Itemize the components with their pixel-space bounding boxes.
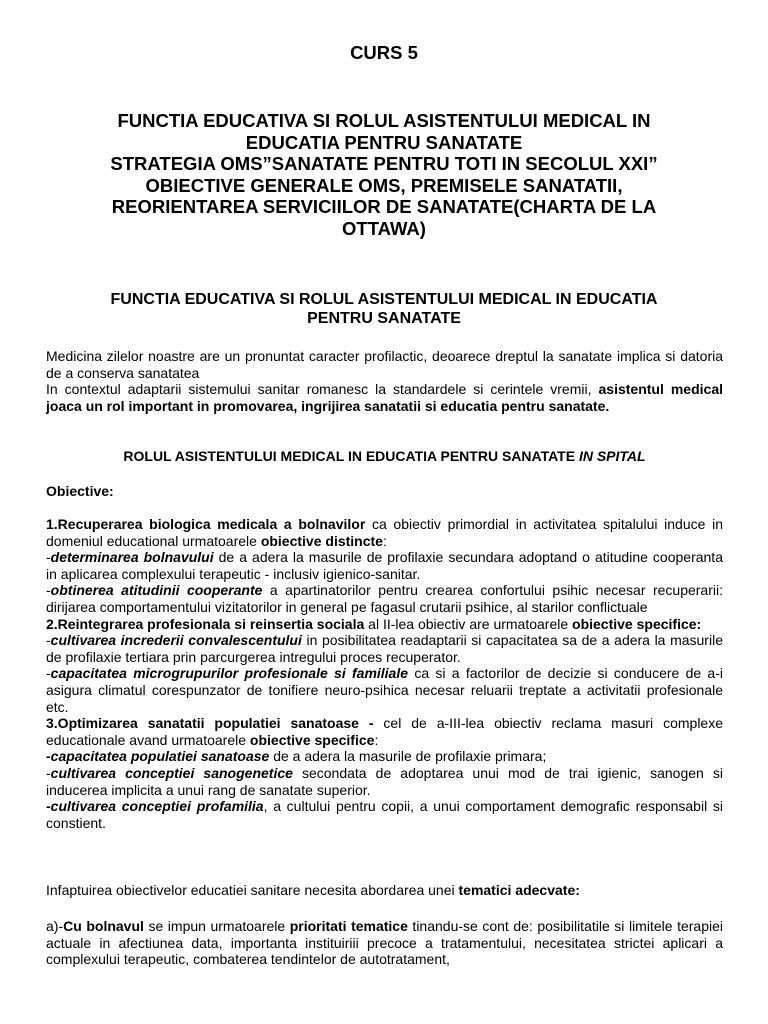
role-heading [46,448,723,464]
main-title-line: OBIECTIVE GENERALE OMS, PREMISELE SANATATII, [145,174,623,196]
objective-text: ca obiectiv primordial in activitatea spitalului induce in domeniul educational urmatoarele [46,516,723,549]
topics-text-part: tinandu-se cont de: posibilitatile si limitele terapiei actuale in afectiunea data, importanta instituiriii precoce a tratamentului, necesitatea strictei aplicari a complexului terapeutic, combaterea tendintelor de autotratament, [46,918,723,968]
objective-3c [46,798,723,831]
role-heading-text: ROLUL ASISTENTULUI MEDICAL IN EDUCATIA PENTRU SANATATE [123,448,579,464]
objective-1b: -obtinerea atitudinii cooperante a apartinatorilor pentru crearea confortului psihic necesar recuperarii: dirijarea comportamentului vizitatorilor in general pe fagasul crutarii psihice, al starilor conflictuale [46,582,723,615]
objective-item-emphasis: determinarea bolnavului [50,549,214,566]
closing-text [46,882,723,899]
main-title-line: STRATEGIA OMS”SANATATE PENTRU TOTI IN SECOLUL XXI” [110,153,658,175]
objective-item-emphasis: cultivarea conceptiei sanogenetice [50,764,293,781]
intro-paragraph-2 [46,381,723,414]
main-title-line: OTTAWA) [342,217,426,239]
objective-2a: -cultivarea increderii convalescentului in posibilitatea readaptarii si capacitatea sa de a adera la masurile de profilaxie tertiara prin parcurgerea intregului proces recuperator. [46,632,723,665]
topics-emphasis: prioritati tematice [289,918,408,934]
intro-block [46,348,723,414]
main-title-line: FUNCTIA EDUCATIVA SI ROLUL ASISTENTULUI MEDICAL IN [117,110,651,131]
objectives-label-block [46,483,723,500]
intro-text: In contextul adaptarii sistemului sanitar romanesc la standardele si cerintele vremii, [46,381,599,398]
objective-emphasis: obiective distincte [260,532,383,549]
closing-text-part: Infaptuirea obiectivelor educatiei sanitare necesita abordarea unei [46,882,459,898]
objective-item-text: de a adera la masurile de profilaxie secundara adoptand o atitudine cooperanta in aplicarea complexului terapeutic - inclusiv igienico-sanitar. [46,549,723,582]
objective-text: al II-lea obiectiv are urmatoarele [364,615,573,632]
main-title [40,110,728,240]
closing-emphasis: tematici adecvate: [458,882,580,898]
objectives-label: Obiective: [46,483,114,499]
objective-1 [46,516,723,549]
objective-item-emphasis: -cultivarea conceptiei profamilia [46,798,264,815]
section-title [40,290,728,328]
topics-text [46,918,723,968]
intro-paragraph: Medicina zilelor noastre are un pronuntat caracter profilactic, deoarece dreptul la sanatate implica si datoria de a conserva sanatatea [46,348,723,381]
objective-3b: -cultivarea conceptiei sanogenetice secondata de adoptarea unui mod de trai igienic, sanogen si inducerea implicita a unui rang de sanatate superior. [46,764,723,798]
objective-item-text: in posibilitatea readaptarii si capacitatea sa de a adera la masurile de profilaxie tertiara prin parcurgerea intregului proces recuperator. [46,632,723,665]
objective-item-text: secondata de adoptarea unui mod de trai igienic, sanogen si inducerea implicita a unui rang de sanatate superior. [46,764,723,798]
objective-text: cel de a-III-lea obiectiv reclama masuri complexe educationale avand urmatoarele [46,715,723,748]
objective-text: : [382,532,387,549]
role-heading-emphasis: IN SPITAL [578,448,646,464]
objective-item-text: a apartinatorilor pentru crearea confortului psihic necesar recuperarii: dirijarea comportamentului vizitatorilor in general pe fagasul crutarii psihice, al starilor conflictuale [46,582,723,615]
topics-prefix: a)- [46,918,64,934]
objective-item-emphasis: cultivarea increderii convalescentului [50,632,302,649]
objective-title: 3.Optimizarea sanatatii populatiei sanatoase - [46,715,374,732]
objective-item-text: , a cultului pentru copii, a unui comportament demografic responsabil si constient. [46,798,723,831]
closing-paragraph [46,882,723,899]
objective-item-emphasis: obtinerea atitudinii cooperante [50,582,263,599]
topics-text-part: se impun urmatoarele [143,918,290,934]
intro-emphasis: asistentul medical joaca un rol important in promovarea, ingrijirea sanatatii si educatia pentru sanatate. [46,381,723,414]
section-title-line: PENTRU SANATATE [307,310,461,328]
objective-item-emphasis: -capacitatea populatiei sanatoase [46,748,270,765]
objective-emphasis: obiective specifice: [572,615,702,632]
objective-item-emphasis: capacitatea microgrupurilor profesionale si familiale [50,665,409,682]
objective-3 [46,715,723,748]
objective-2b: -capacitatea microgrupurilor profesionale si familiale ca si a factorilor de decizie si conducere de a-i asigura climatul corespunzator de tonifiere neuro-psihica necesar reluarii treptate a activitatii profesionale etc. [46,665,723,715]
topics-emphasis: Cu bolnavul [63,918,144,934]
objective-2 [46,616,723,633]
objective-1a: -determinarea bolnavului de a adera la masurile de profilaxie secundara adoptand o atitudine cooperanta in aplicarea complexului terapeutic - inclusiv igienico-sanitar. [46,549,723,582]
topics-paragraph [46,918,723,968]
objective-text: : [374,731,379,748]
objective-item-text: ca si a factorilor de decizie si conducere de a-i asigura climatul corespunzator de tonifiere neuro-psihica necesar reluarii treptate a activitatii profesionale etc. [46,665,723,715]
objectives-list [46,516,723,831]
objective-title: 1.Recuperarea biologica medicala a bolnavilor [46,516,366,532]
objective-emphasis: obiective specifice [249,731,375,748]
main-title-line: REORIENTAREA SERVICIILOR DE SANATATE(CHARTA DE LA [111,196,657,218]
objective-3a [46,748,723,765]
course-number-heading: CURS 5 [350,42,418,63]
section-title-line: FUNCTIA EDUCATIVA SI ROLUL ASISTENTULUI MEDICAL IN EDUCATIA [110,291,658,308]
main-title-line: EDUCATIA PENTRU SANATATE [245,131,523,153]
objective-item-text: de a adera la masurile de profilaxie primara; [269,748,547,765]
objective-title: 2.Reintegrarea profesionala si reinsertia sociala [46,615,365,632]
